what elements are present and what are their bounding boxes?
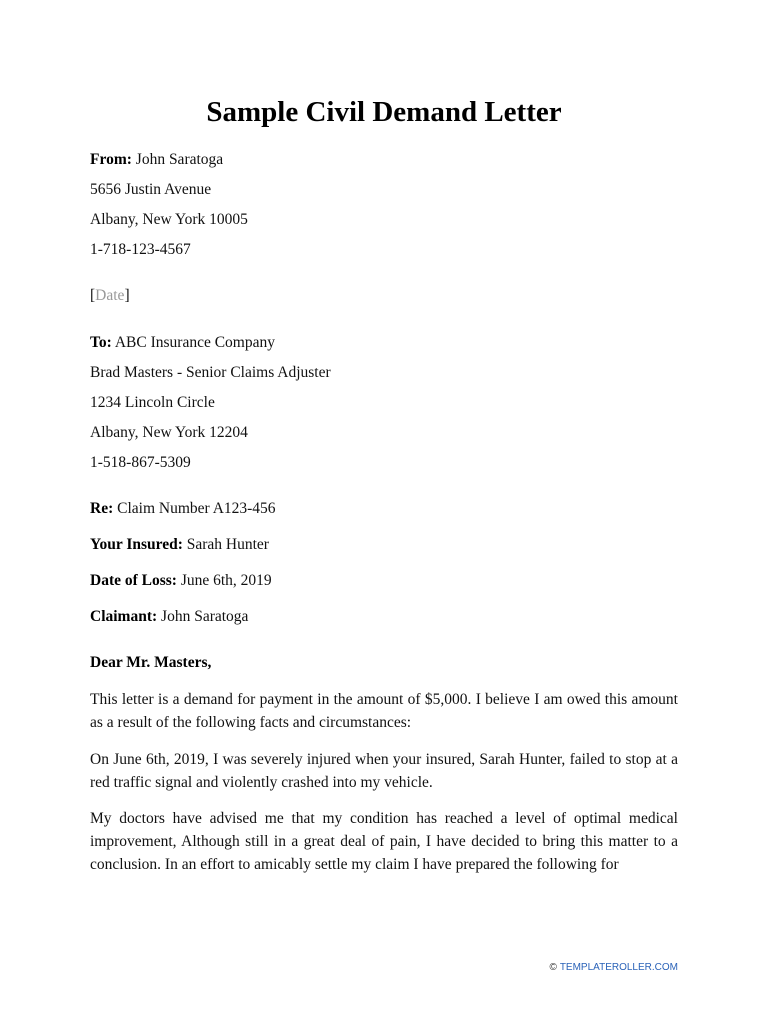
insured-line xyxy=(90,535,269,555)
body-paragraph-1: This letter is a demand for payment in the amount of $5,000. I believe I am owed this amount as a result of the following facts and circumstances: xyxy=(90,691,678,731)
document-title: Sample Civil Demand Letter xyxy=(206,96,562,128)
sender-phone: 1-718-123-4567 xyxy=(90,241,191,258)
recipient-company-line xyxy=(90,333,275,353)
claimant-label: Claimant: xyxy=(90,608,158,625)
recipient-company: ABC Insurance Company xyxy=(114,334,275,351)
re-line xyxy=(90,499,276,519)
sender-address-line1: 5656 Justin Avenue xyxy=(90,181,212,198)
date-of-loss-line xyxy=(90,571,272,591)
sender-name-line xyxy=(90,150,223,170)
re-value: Claim Number A123-456 xyxy=(117,500,276,517)
body-paragraph-3: My doctors have advised me that my condition has reached a level of optimal medical improvement, Although still in a great deal of pain, I have decided to bring this matter to a conclusion. In an effort to amicably settle my claim I have prepared the following for xyxy=(90,810,678,873)
re-label: Re: xyxy=(90,500,114,517)
date-close-bracket: ] xyxy=(124,287,130,304)
sender-name: John Saratoga xyxy=(135,151,224,168)
recipient-contact: Brad Masters - Senior Claims Adjuster xyxy=(90,364,331,381)
from-label: From: xyxy=(90,151,132,168)
date-open-bracket: [ xyxy=(90,287,96,304)
recipient-phone: 1-518-867-5309 xyxy=(90,454,191,471)
date-placeholder: Date xyxy=(95,287,125,304)
footer-site-link[interactable]: TEMPLATEROLLER.COM xyxy=(559,962,678,973)
insured-label: Your Insured: xyxy=(90,536,183,553)
footer-watermark xyxy=(549,961,678,975)
sender-address-line2: Albany, New York 10005 xyxy=(90,211,248,228)
to-label: To: xyxy=(90,334,112,351)
date-of-loss-value: June 6th, 2019 xyxy=(180,572,272,589)
salutation: Dear Mr. Masters, xyxy=(90,654,212,671)
copyright-symbol: © xyxy=(549,962,557,973)
body-paragraph-2: On June 6th, 2019, I was severely injured when your insured, Sarah Hunter, failed to stop at a red traffic signal and violently crashed into my vehicle. xyxy=(90,751,678,791)
claimant-line xyxy=(90,607,248,627)
date-of-loss-label: Date of Loss: xyxy=(90,572,177,589)
recipient-address-line2: Albany, New York 12204 xyxy=(90,424,248,441)
recipient-address-line1: 1234 Lincoln Circle xyxy=(90,394,215,411)
claimant-value: John Saratoga xyxy=(161,608,249,625)
date-line xyxy=(90,286,130,306)
insured-value: Sarah Hunter xyxy=(186,536,269,553)
